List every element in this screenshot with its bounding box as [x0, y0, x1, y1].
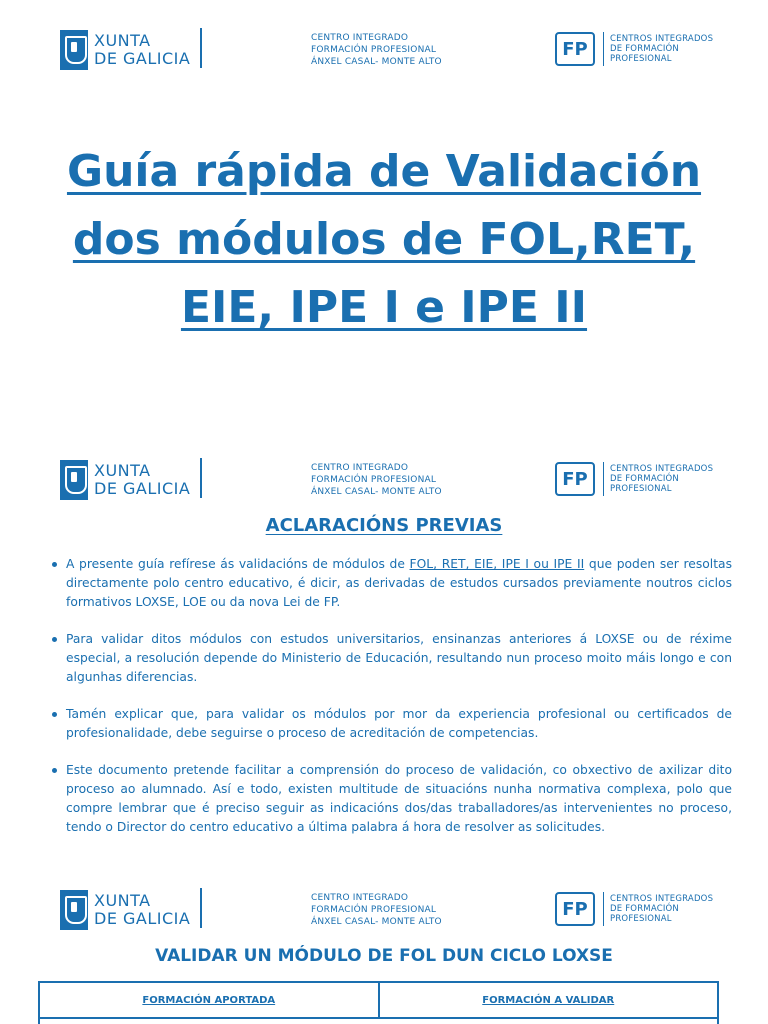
header-logos-2 — [0, 460, 768, 508]
title-line3: EIE, IPE I e IPE II — [180, 282, 588, 333]
centro-line3: ÁNXEL CASAL- MONTE ALTO — [311, 917, 442, 927]
section-heading-fol-loxse: VALIDAR UN MÓDULO DE FOL DUN CICLO LOXSE — [155, 946, 613, 966]
centro-line2: FORMACIÓN PROFESIONAL — [311, 905, 437, 915]
table-header-formacion-validar: FORMACIÓN A VALIDAR — [380, 983, 718, 1019]
header-logos-1 — [0, 30, 768, 78]
centro-line2: FORMACIÓN PROFESIONAL — [311, 475, 437, 485]
fp-line3: PROFESIONAL — [610, 54, 672, 64]
page-title — [60, 138, 708, 342]
list-item — [50, 555, 732, 612]
title-line2: dos módulos de FOL,RET, — [72, 214, 696, 265]
header-logos-3 — [0, 890, 768, 938]
fp-line1: CENTROS INTEGRADOS — [610, 34, 714, 44]
centro-line3: ÁNXEL CASAL- MONTE ALTO — [311, 57, 442, 67]
xunta-divider — [200, 888, 202, 928]
fp-line2: DE FORMACIÓN — [610, 44, 679, 54]
xunta-divider — [200, 458, 202, 498]
fp-logo — [555, 32, 713, 66]
centro-label — [311, 892, 442, 928]
fp-logo — [555, 462, 713, 496]
xunta-crest-icon — [60, 460, 88, 500]
xunta-logo — [60, 30, 190, 70]
table-header-formacion-aportada: FORMACIÓN APORTADA — [40, 983, 380, 1019]
list-item: Tamén explicar que, para validar os módulos por mor da experiencia profesional ou certificados de profesionalidade, debe seguirse o proceso de acreditación de competencias. — [50, 705, 732, 743]
fp-divider — [603, 462, 604, 496]
bullet1-modules: FOL, RET, EIE, IPE I ou IPE II — [409, 557, 585, 571]
fp-line1: CENTROS INTEGRADOS — [610, 464, 714, 474]
xunta-divider — [200, 28, 202, 68]
fp-line2: DE FORMACIÓN — [610, 474, 679, 484]
xunta-crest-icon — [60, 890, 88, 930]
bullet-list — [50, 555, 732, 855]
centro-line3: ÁNXEL CASAL- MONTE ALTO — [311, 487, 442, 497]
fp-logo-icon: FP — [555, 32, 595, 66]
fp-line3: PROFESIONAL — [610, 914, 672, 924]
fp-logo — [555, 892, 713, 926]
bullet1-text-end: que poden ser resoltas directamente polo centro educativo, é dicir, as derivadas de estudos cursados previamente noutros ciclos formativos LOXSE, LOE ou da nova Lei de FP. — [66, 557, 732, 609]
xunta-line2: DE GALICIA — [94, 49, 191, 68]
xunta-logo — [60, 460, 190, 500]
validation-table — [38, 981, 719, 1024]
fp-logo-icon: FP — [555, 892, 595, 926]
list-item: Este documento pretende facilitar a comprensión do proceso de validación, co obxectivo de axilizar dito proceso ao alumnado. Así e todo, existen multitude de situacións nunha normativa complexa, polo que compre lembrar que é preciso seguir as indicacións dos/das traballadores/as intervenientes no proceso, tendo o Director do centro educativo a última palabra á hora de resolver as solicitudes. — [50, 761, 732, 837]
fp-logo-icon: FP — [555, 462, 595, 496]
xunta-logo — [60, 890, 190, 930]
fp-line3: PROFESIONAL — [610, 484, 672, 494]
centro-line1: CENTRO INTEGRADO — [311, 893, 409, 903]
fp-divider — [603, 892, 604, 926]
fp-line2: DE FORMACIÓN — [610, 904, 679, 914]
xunta-crest-icon — [60, 30, 88, 70]
section-heading-aclaracions: ACLARACIÓNS PREVIAS — [265, 515, 503, 536]
xunta-line2: DE GALICIA — [94, 479, 191, 498]
xunta-line1: XUNTA — [94, 891, 151, 910]
xunta-line2: DE GALICIA — [94, 909, 191, 928]
list-item: Para validar ditos módulos con estudos universitarios, ensinanzas anteriores á LOXSE ou de réxime especial, a resolución depende do Ministerio de Educación, resultando nun proceso moito máis longo e con algunhas diferencias. — [50, 630, 732, 687]
centro-line1: CENTRO INTEGRADO — [311, 33, 409, 43]
centro-line2: FORMACIÓN PROFESIONAL — [311, 45, 437, 55]
centro-line1: CENTRO INTEGRADO — [311, 463, 409, 473]
fp-line1: CENTROS INTEGRADOS — [610, 894, 714, 904]
fp-divider — [603, 32, 604, 66]
xunta-line1: XUNTA — [94, 31, 151, 50]
centro-label — [311, 462, 442, 498]
xunta-line1: XUNTA — [94, 461, 151, 480]
bullet1-text: A presente guía refírese ás validacións de módulos de — [66, 557, 410, 571]
title-line1: Guía rápida de Validación — [66, 146, 702, 197]
centro-label — [311, 32, 442, 68]
